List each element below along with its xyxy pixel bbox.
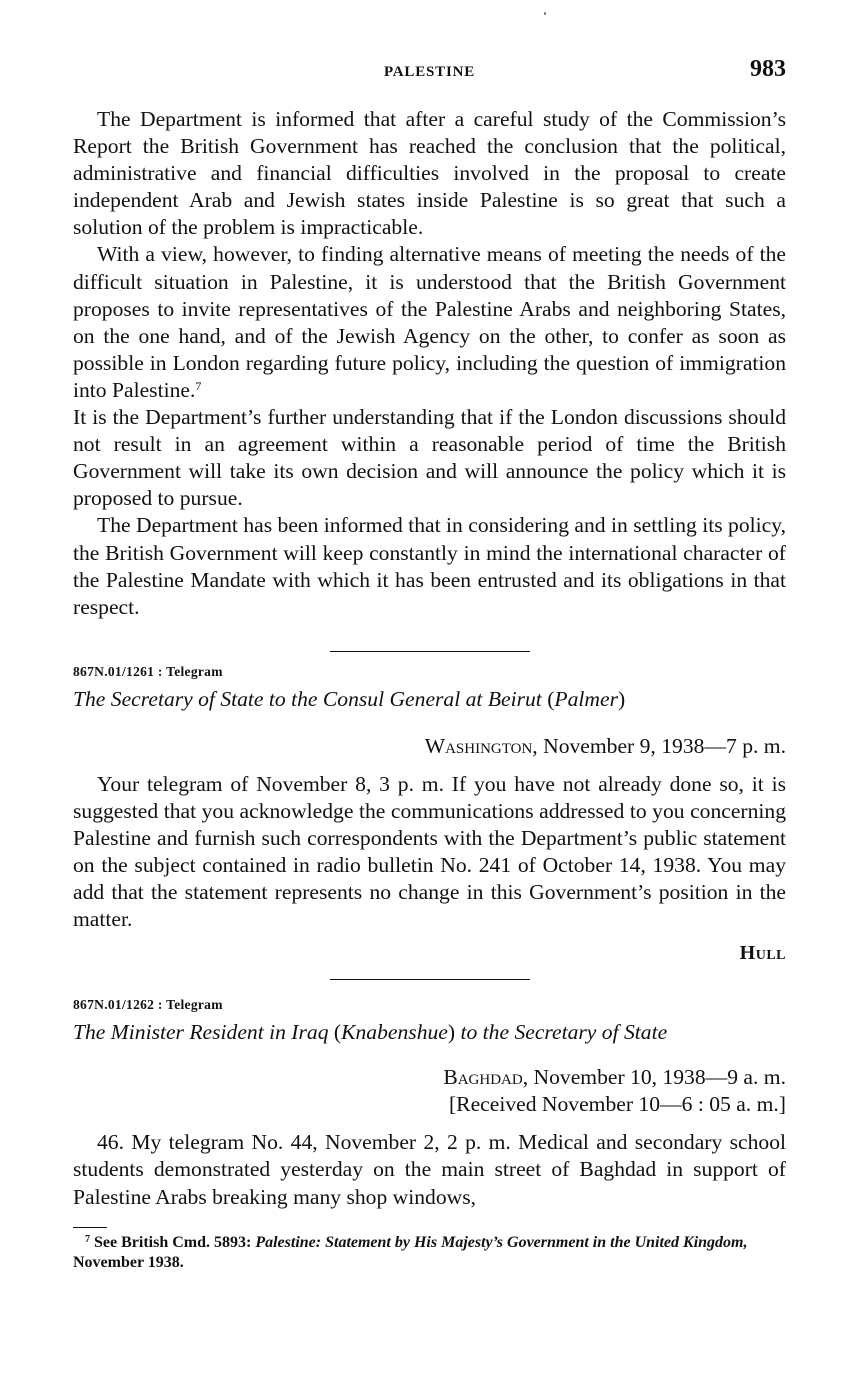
heading-name: Knabenshue xyxy=(341,1020,448,1045)
dateline-date: , November 10, 1938—9 a. m. xyxy=(522,1065,786,1090)
intro-paragraph-2 xyxy=(73,241,786,404)
document-heading xyxy=(73,1019,786,1046)
intro-paragraph-4: The Department has been informed that in considering and in settling its policy, the British Government will keep constantly in mind the international character of the Palestine Mandate with which it has been entrusted and its obligations in that respect. xyxy=(73,513,786,619)
intro-paragraph-3: It is the Department’s further understanding that if the London discussions should not result in an agreement within a reasonable period of time the British Government will take its own decision and will announce the policy which it is proposed to pursue. xyxy=(73,405,786,511)
dateline-place: Washington xyxy=(424,733,533,758)
running-title: PALESTINE xyxy=(383,64,476,80)
footnote-text-end: November 1938. xyxy=(73,1253,184,1271)
heading-name: Palmer xyxy=(554,686,618,711)
signature: Hull xyxy=(739,942,786,965)
telegram-body: 46. My telegram No. 44, November 2, 2 p. m. Medical and secondary school students demonstrated yesterday on the main street of Baghdad in support of Palestine Arabs breaking many shop windows, xyxy=(73,1130,786,1209)
footnote-title: Palestine: Statement by His Majesty’s Government in the United Kingdom, xyxy=(255,1233,748,1251)
file-reference: 867N.01/1261 : Telegram xyxy=(73,663,223,679)
footnote-reference: 7 xyxy=(195,378,202,393)
section-divider xyxy=(330,651,530,652)
file-reference: 867N.01/1262 : Telegram xyxy=(73,997,223,1013)
heading-to: to the Secretary of State xyxy=(460,1020,668,1045)
section-divider xyxy=(330,979,530,980)
document-heading xyxy=(73,686,786,713)
scan-speck xyxy=(544,12,546,15)
heading-paren-close: ) xyxy=(617,686,626,711)
dateline-date: , November 9, 1938—7 p. m. xyxy=(532,733,786,758)
intro-paragraph-2-text: With a view, however, to finding alternative means of meeting the needs of the difficult situation in Palestine, it is understood that the British Government proposes to invite representatives of the Palestine Arabs and neighboring States, on the one hand, and of the Jewish Agency on the other, to confer as soon as possible in London regarding future policy, including the question of immigration into Palestine. xyxy=(73,242,786,402)
dateline-place: Baghdad xyxy=(443,1065,523,1090)
heading-paren-close: ) xyxy=(447,1020,456,1045)
footnote-text-start: See British Cmd. 5893: xyxy=(94,1233,256,1251)
heading-from: The Secretary of State to the Consul General at Beirut xyxy=(73,686,542,711)
page-number: 983 xyxy=(750,56,786,82)
heading-from: The Minister Resident in Iraq xyxy=(73,1020,329,1045)
footnote-divider xyxy=(73,1227,107,1228)
dateline xyxy=(73,733,786,760)
heading-paren-open: ( xyxy=(547,686,555,711)
intro-paragraph-1: The Department is informed that after a careful study of the Commission’s Report the British Government has reached the conclusion that the political, administrative and financial difficulties involved in the proposal to create independent Arab and Jewish states inside Palestine is so great that such a solution of the problem is impracticable. xyxy=(73,107,786,240)
received-line: [Received November 10—6 : 05 a. m.] xyxy=(448,1092,786,1117)
document-page xyxy=(73,56,786,1273)
telegram-body: Your telegram of November 8, 3 p. m. If you have not already done so, it is suggested that you acknowledge the communications addressed to you concerning Palestine and furnish such correspondents with the Department’s public statement on the subject contained in radio bulletin No. 241 of October 14, 1938. You may add that the statement represents no change in this Government’s position in the matter. xyxy=(73,771,786,932)
running-head xyxy=(73,56,786,88)
footnote xyxy=(73,1233,786,1273)
footnote-mark: 7 xyxy=(85,1233,90,1245)
heading-paren-open: ( xyxy=(333,1020,342,1045)
dateline xyxy=(73,1064,786,1091)
